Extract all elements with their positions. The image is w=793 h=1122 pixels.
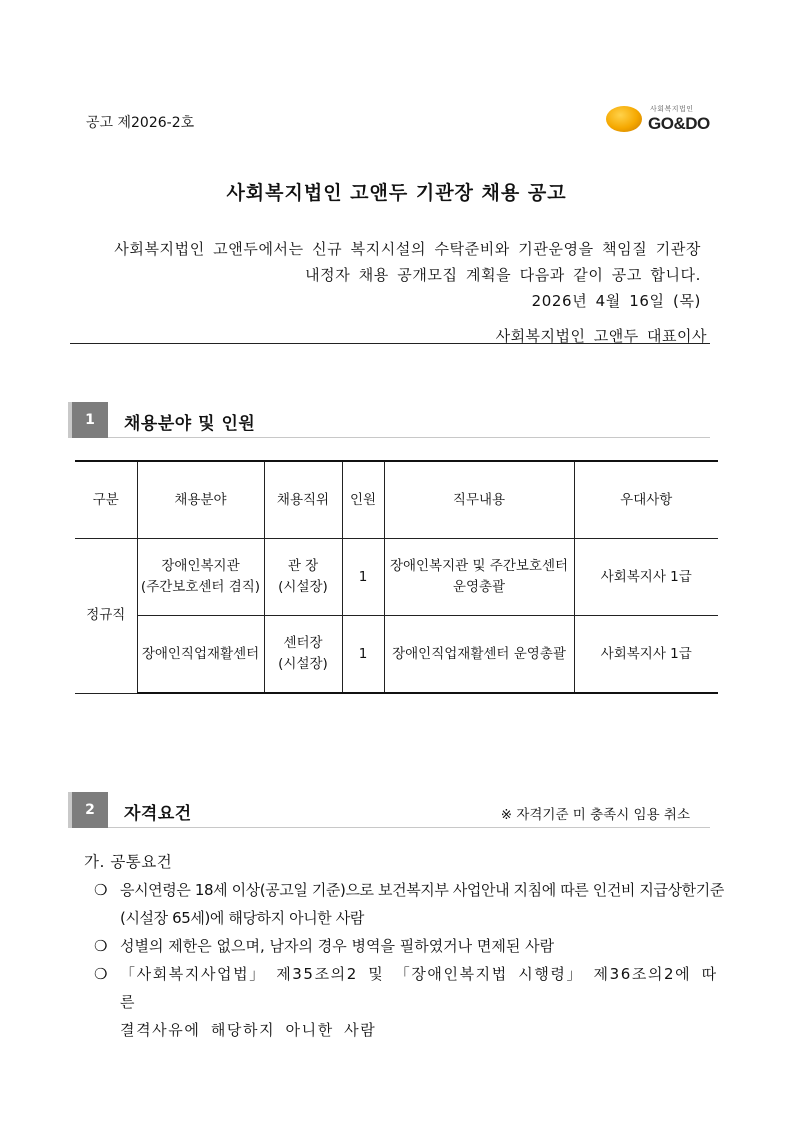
logo-emblem-icon (606, 106, 642, 132)
list-item-line: 응시연령은 18세 이상(공고일 기준)으로 보건복지부 사업안내 지침에 따른 인건비 지급상한기준 (120, 881, 724, 899)
logo-wordmark: GO&DO (648, 114, 710, 133)
employment-type-cell: 정규직 (75, 539, 137, 694)
list-item-line: 성별의 제한은 없으며, 남자의 경우 병역을 필하였거나 면제된 사람 (120, 937, 555, 955)
column-header: 우대사항 (574, 461, 718, 539)
signer-divider (70, 343, 710, 344)
table-row (75, 539, 718, 616)
intro-line-2: 내정자 채용 공개모집 계획을 다음과 같이 공고 합니다. (305, 266, 701, 284)
section-underline (108, 827, 710, 828)
section-2-header (72, 792, 710, 828)
notice-date: 2026년 4월 16일 (목) (531, 292, 701, 310)
field-line: (주간보호센터 겸직) (140, 579, 261, 595)
section-title: 채용분야 및 인원 (124, 414, 256, 434)
field-cell: 장애인직업재활센터 (137, 616, 264, 694)
requirements-list (94, 876, 724, 1044)
preference-cell: 사회복지사 1급 (574, 616, 718, 694)
organization-logo (606, 104, 716, 134)
section-title: 자격요건 (124, 804, 192, 824)
duty-line: 운영총괄 (452, 579, 506, 595)
list-item-line: 「사회복지사업법」 제35조의2 및 「장애인복지법 시행령」 제36조의2에 따른 (120, 965, 718, 1011)
column-header: 인원 (342, 461, 384, 539)
column-header: 채용분야 (137, 461, 264, 539)
section-number: 2 (72, 792, 108, 828)
circle-bullet-icon: ❍ (94, 881, 108, 899)
field-cell (137, 539, 264, 616)
count-cell: 1 (342, 616, 384, 694)
column-header: 채용직위 (264, 461, 342, 539)
document-title: 사회복지법인 고앤두 기관장 채용 공고 (226, 182, 567, 204)
duty-line: 장애인복지관 및 주간보호센터 (389, 558, 569, 575)
position-line: (시설장) (278, 656, 328, 672)
list-item (94, 932, 724, 960)
duty-cell (384, 539, 574, 616)
logo-subtitle: 사회복지법인 (650, 105, 694, 113)
recruitment-table (75, 460, 718, 694)
section-number: 1 (72, 402, 108, 438)
list-item (94, 960, 724, 1044)
position-line: 관 장 (287, 558, 319, 575)
table-header-row (75, 461, 718, 539)
position-cell (264, 616, 342, 694)
section-underline (108, 437, 710, 438)
intro-line-1: 사회복지법인 고앤두에서는 신규 복지시설의 수탁준비와 기관운영을 책임질 기관장 (114, 240, 701, 258)
column-header: 구분 (75, 461, 137, 539)
position-line: (시설장) (278, 579, 328, 595)
section-note: ※ 자격기준 미 충족시 임용 취소 (500, 807, 690, 823)
circle-bullet-icon: ❍ (94, 965, 110, 983)
notice-number: 공고 제2026-2호 (86, 115, 195, 131)
position-line: 센터장 (283, 635, 323, 652)
duty-cell: 장애인직업재활센터 운영총괄 (384, 616, 574, 694)
signer: 사회복지법인 고앤두 대표이사 (495, 327, 707, 345)
position-cell (264, 539, 342, 616)
list-item-line: 결격사유에 해당하지 아니한 사람 (120, 1021, 377, 1039)
field-line: 장애인복지관 (161, 558, 240, 575)
preference-cell: 사회복지사 1급 (574, 539, 718, 616)
table-row (75, 616, 718, 694)
section-1-header (72, 402, 710, 438)
list-item (94, 876, 724, 932)
subheading: 가. 공통요건 (84, 853, 173, 871)
count-cell: 1 (342, 539, 384, 616)
column-header: 직무내용 (384, 461, 574, 539)
circle-bullet-icon: ❍ (94, 937, 108, 955)
list-item-line: (시설장 65세)에 해당하지 아니한 사람 (120, 909, 364, 927)
